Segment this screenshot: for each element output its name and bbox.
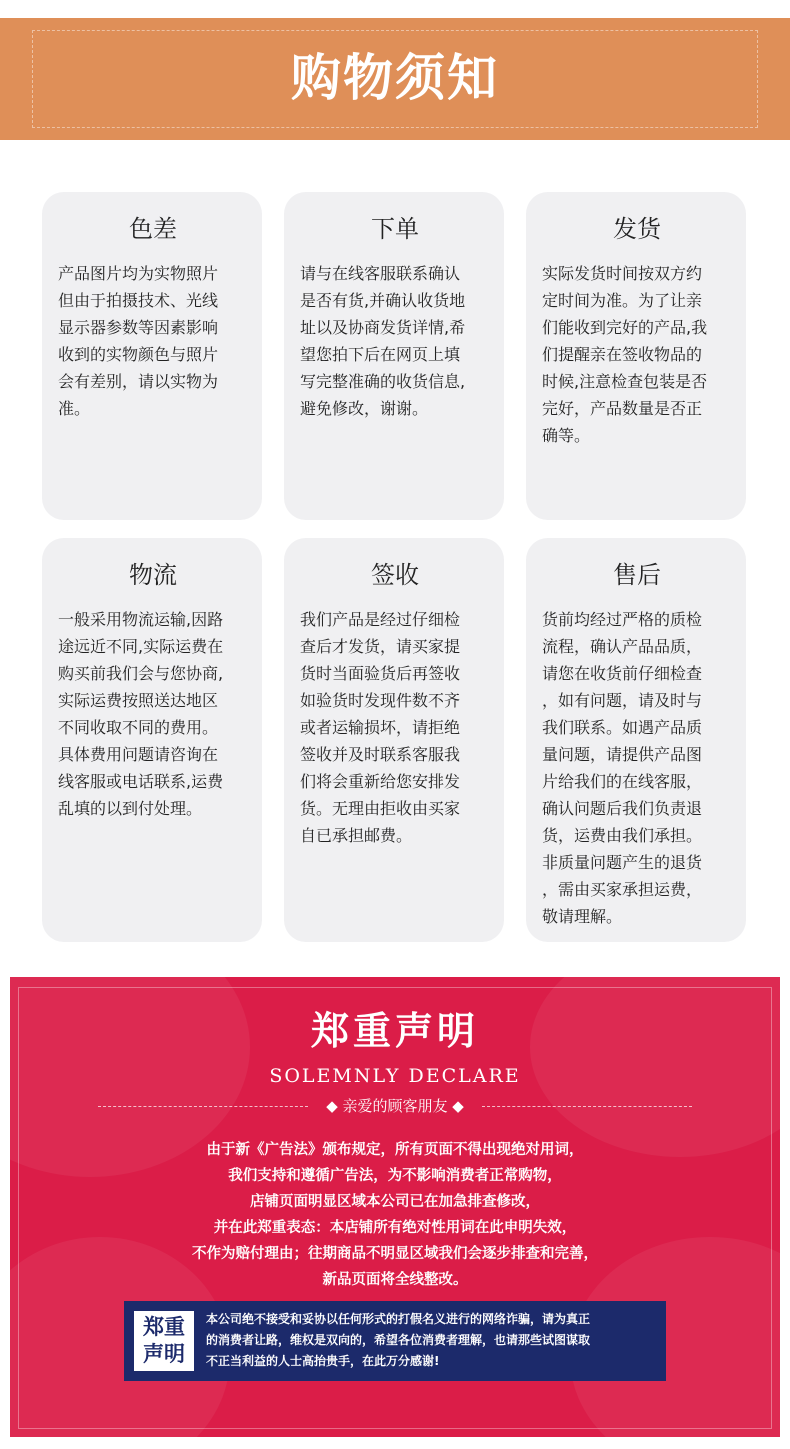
declaration-title: 郑重声明 bbox=[310, 1009, 479, 1053]
declaration-panel bbox=[10, 977, 780, 1437]
card-text: 一般采用物流运输,因路 途远近不同,实际运费在 购买前我们会与您协商, 实际运费按照送达地区 不同收取不同的费用。 具体费用问题请咨询在 线客服或电话联系,运费 乱填的以到付处理。 bbox=[58, 610, 224, 818]
declaration-line: 新品页面将全线整改。 bbox=[322, 1272, 468, 1288]
card-text: 产品图片均为实物照片 但由于拍摄技术、光线 显示器参数等因素影响 收到的实物颜色与照片 会有差别，请以实物为 准。 bbox=[58, 264, 219, 418]
card-title: 色差 bbox=[129, 215, 177, 243]
anti-fraud-notice bbox=[124, 1301, 666, 1381]
card-title: 售后 bbox=[613, 561, 661, 589]
notice-cards-grid bbox=[42, 192, 746, 942]
card-text: 请与在线客服联系确认 是否有货,并确认收货地 址以及协商发货详情,希 望您拍下后在网页上填 写完整准确的收货信息, 避免修改，谢谢。 bbox=[300, 264, 466, 418]
card-title: 物流 bbox=[129, 561, 177, 589]
customer-greeting: ◆ 亲爱的顾客朋友 ◆ bbox=[326, 1097, 464, 1115]
card-title: 签收 bbox=[371, 561, 419, 589]
declaration-line: 不作为赔付理由；往期商品不明显区域我们会逐步排查和完善， bbox=[192, 1246, 598, 1262]
card-shipping bbox=[526, 192, 746, 520]
declaration-badge: 郑重 声明 bbox=[134, 1311, 194, 1371]
card-text: 我们产品是经过仔细检 查后才发货，请买家提 货时当面验货后再签收 如验货时发现件数不齐 或者运输损坏，请拒绝 签收并及时联系客服我 们将会重新给您安排发 货。无理由拒收由买家 自已承担邮费。 bbox=[300, 610, 461, 845]
card-text: 货前均经过严格的质检 流程，确认产品品质， 请您在收货前仔细检查 ，如有问题，请及时与 我们联系。如遇产品质 量问题，请提供产品图 片给我们的在线客服， 确认问题后我们负责退 货，运费由我们承担。 非质量问题产生的退货 ，需由买家承担运费， 敬请理解。 bbox=[542, 610, 703, 926]
declaration-line: 并在此郑重表态：本店铺所有绝对性用词在此申明失效， bbox=[213, 1220, 577, 1236]
header-banner bbox=[0, 18, 790, 140]
declaration-line: 由于新《广告法》颁布规定，所有页面不得出现绝对用词， bbox=[206, 1142, 584, 1158]
page-title: 购物须知 bbox=[291, 49, 499, 107]
card-receipt bbox=[284, 538, 504, 942]
card-ordering bbox=[284, 192, 504, 520]
declaration-line: 店铺页面明显区域本公司已在加急排查修改， bbox=[250, 1194, 540, 1210]
card-color-difference bbox=[42, 192, 262, 520]
card-text: 实际发货时间按双方约 定时间为准。为了让亲 们能收到完好的产品,我 们提醒亲在签收物品的 时候,注意检查包装是否 完好，产品数量是否正 确等。 bbox=[542, 264, 708, 445]
card-logistics bbox=[42, 538, 262, 942]
card-title: 发货 bbox=[613, 215, 661, 243]
declaration-subtitle: SOLEMNLY DECLARE bbox=[269, 1065, 521, 1087]
card-after-sales bbox=[526, 538, 746, 942]
card-title: 下单 bbox=[371, 215, 419, 243]
declaration-body bbox=[30, 1137, 760, 1293]
notice-text: 本公司绝不接受和妥协以任何形式的打假名义进行的网络诈骗，请为真正 的消费者让路，维权是双向的，希望各位消费者理解，也请那些试图谋取 不正当利益的人士高抬贵手，在此万分感谢! bbox=[206, 1312, 591, 1368]
declaration-line: 我们支持和遵循广告法，为不影响消费者正常购物， bbox=[228, 1168, 562, 1184]
